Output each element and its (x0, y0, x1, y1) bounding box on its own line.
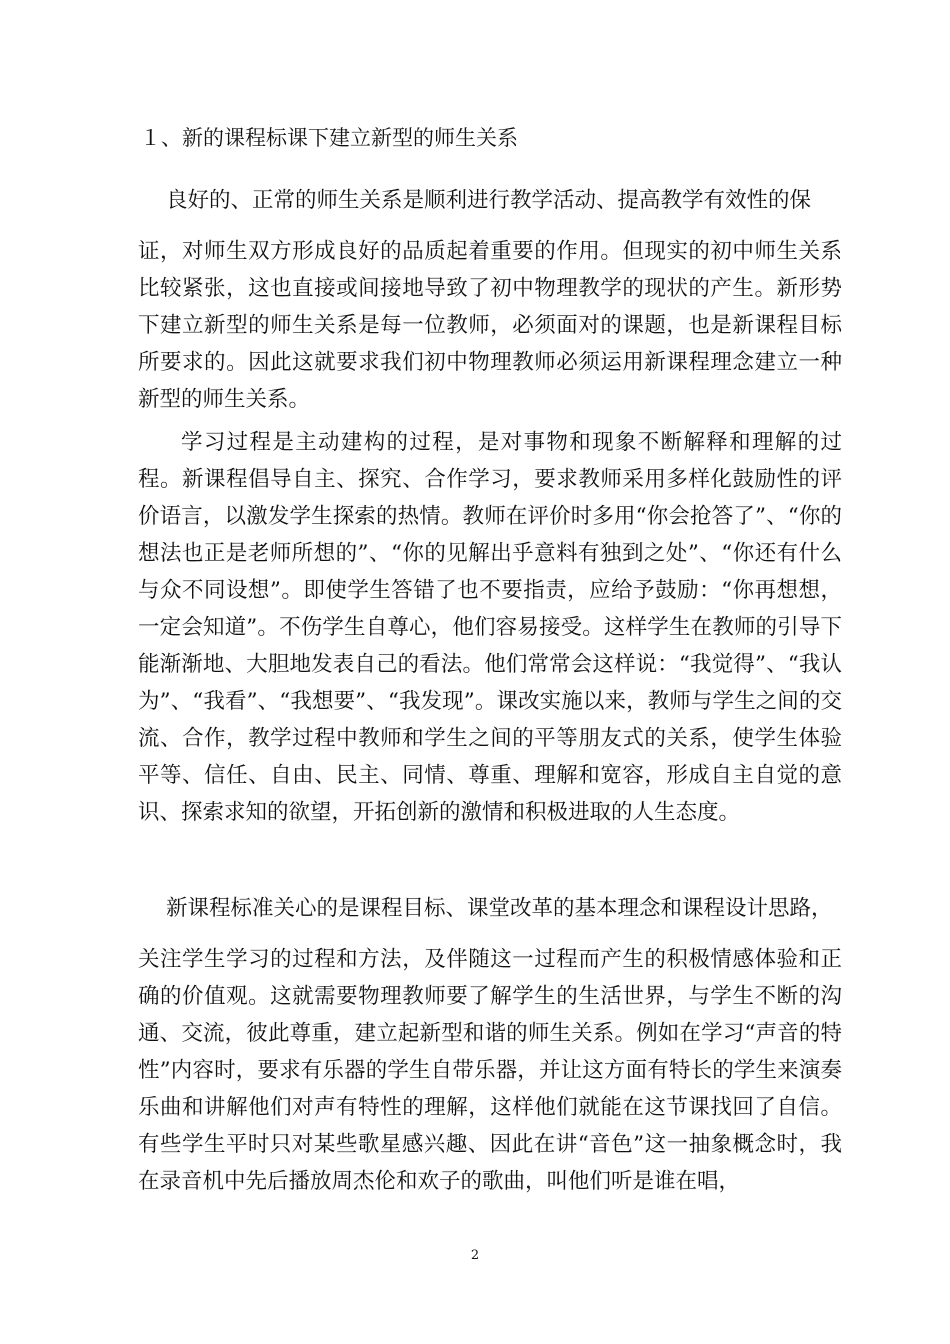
paragraph-3-body: 关注学生学习的过程和方法，及伴随这一过程而产生的积极情感体验和正确的价值观。这就需要物理教师要了解学生的生活世界，与学生不断的沟通、交流，彼此尊重，建立起新型和谐的师生关系。例如在学习“声音的特性”内容时，要求有乐器的学生自带乐器，并让这方面有特长的学生来演奏乐曲和讲解他们对声有特性的理解，这样他们就能在这节课找回了自信。有些学生平时只对某些歌星感兴趣、因此在讲“音色”这一抽象概念时，我在录音机中先后播放周杰伦和欢子的歌曲，叫他们听是谁在唱， (138, 947, 842, 1194)
paragraph-3-first-line: 新课程标准关心的是课程目标、课堂改革的基本理念和课程设计思路， (166, 896, 833, 921)
section-heading: １、新的课程标课下建立新型的师生关系 (140, 126, 518, 150)
paragraph-1-first-line: 良好的、正常的师生关系是顺利进行教学活动、提高教学有效性的保 (166, 188, 812, 213)
paragraph-1-body: 证，对师生双方形成良好的品质起着重要的作用。但现实的初中师生关系比较紧张，这也直接或间接地导致了初中物理教学的现状的产生。新形势下建立新型的师生关系是每一位教师，必须面对的课题，也是新课程目标所要求的。因此这就要求我们初中物理教师必须运用新课程理念建立一种新型的师生关系。 (138, 239, 842, 412)
paragraph-3 (138, 890, 842, 1200)
page-number: 2 (470, 1248, 480, 1263)
paragraph-2-body: 学习过程是主动建构的过程，是对事物和现象不断解释和理解的过程。新课程倡导自主、探究、合作学习，要求教师采用多样化鼓励性的评价语言，以激发学生探索的热情。教师在评价时多用“你会抢答了”、“你的想法也正是老师所想的”、“你的见解出乎意料有独到之处”、“你还有什么与众不同设想”。即使学生答错了也不要指责，应给予鼓励：“你再想想，一定会知道”。不伤学生自尊心，他们容易接受。这样学生在教师的引导下能渐渐地、大胆地发表自己的看法。他们常常会这样说：“我觉得”、“我认为”、“我看”、“我想要”、“我发现”。课改实施以来，教师与学生之间的交流、合作，教学过程中教师和学生之间的平等朋友式的关系，使学生体验平等、信任、自由、民主、同情、尊重、理解和宽容，形成自主自觉的意识、探索求知的欲望，开拓创新的激情和积极进取的人生态度。 (138, 430, 842, 825)
paragraph-1 (138, 182, 842, 418)
paragraph-2 (138, 424, 842, 831)
